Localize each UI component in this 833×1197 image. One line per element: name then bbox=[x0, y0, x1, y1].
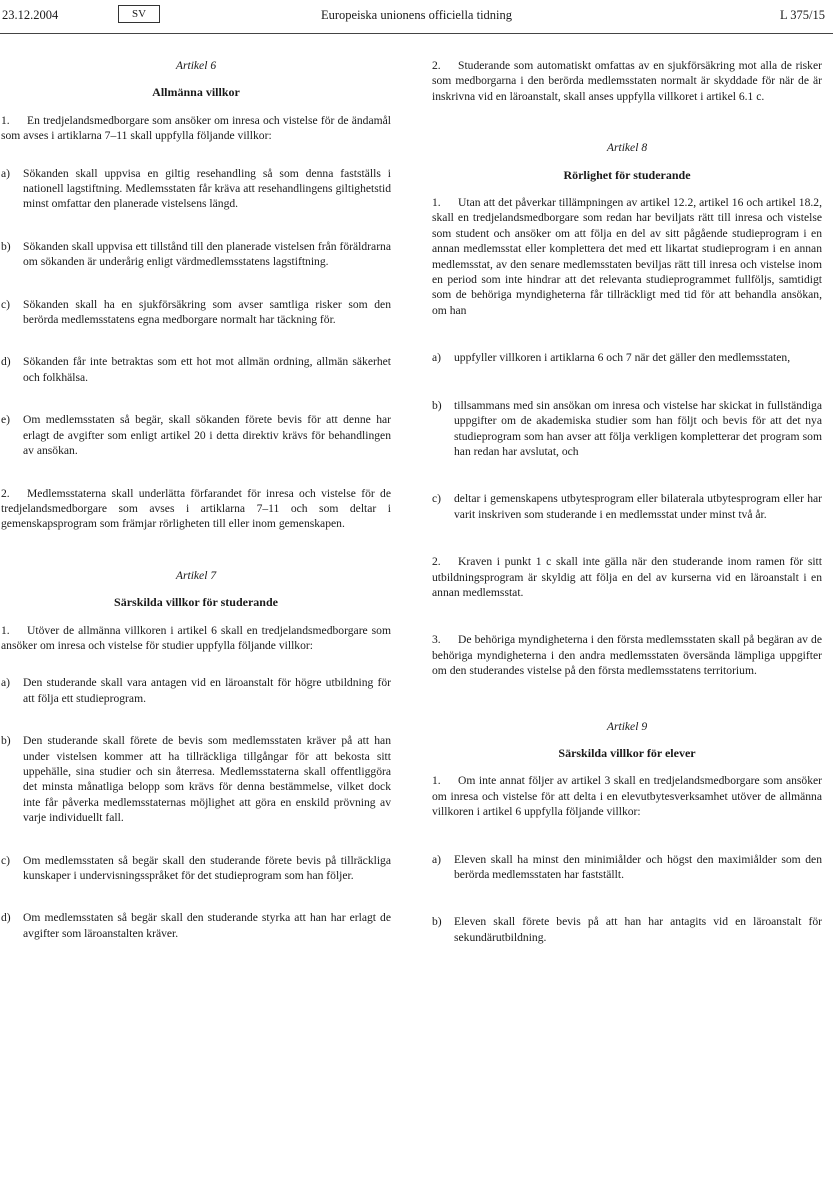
item-label: b) bbox=[432, 398, 442, 412]
paragraph-text: Om inte annat följer av artikel 3 skall en tredjelandsmedborgare som ansöker om inresa och vistelse för att delta i en elevutbytesverksamhet utöver de allmänna villkoren i artikel 6 uppfylla följande villkor: bbox=[432, 774, 822, 819]
article-6-item-e bbox=[1, 412, 391, 458]
article-7-item-a bbox=[1, 675, 391, 706]
paragraph-number: 2. bbox=[432, 59, 441, 72]
article-8-paragraph-1 bbox=[432, 195, 822, 318]
item-text: deltar i gemenskapens utbytesprogram eller bilaterala utbytesprogram eller har varit inskriven som studerande i en medlemsstat under minst två år. bbox=[454, 492, 822, 521]
header-date: 23.12.2004 bbox=[2, 8, 59, 22]
page-reference: L 375/15 bbox=[779, 8, 825, 22]
article-9-paragraph-1 bbox=[432, 773, 822, 819]
item-label: b) bbox=[432, 915, 442, 929]
article-8-item-a bbox=[432, 350, 822, 365]
item-text: Sökanden skall uppvisa en giltig resehandling så som denna fastställs i nationell lagstiftning. Medlemsstaten får kräva att resehandlingens giltighetstid minst omfattar den planerade vistelsens längd. bbox=[23, 166, 391, 211]
language-box: SV bbox=[118, 5, 160, 23]
article-7-heading: Särskilda villkor för studerande bbox=[114, 595, 278, 610]
article-7-item-c bbox=[1, 853, 391, 884]
paragraph-number: 1. bbox=[432, 196, 441, 210]
article-6-heading: Allmänna villkor bbox=[152, 85, 240, 100]
article-9-title: Artikel 9 bbox=[606, 719, 648, 733]
article-7-item-b bbox=[1, 733, 391, 825]
item-text: Om medlemsstaten så begär, skall sökanden förete bevis för att denne har erlagt de avgifter som enligt artikel 20 i detta direktiv krävs för behandlingen av ansökan. bbox=[23, 413, 391, 458]
item-label: c) bbox=[1, 853, 11, 867]
page-header bbox=[0, 0, 833, 34]
item-text: Om medlemsstaten så begär skall den studerande styrka att han har erlagt de avgifter som läroanstalten kräver. bbox=[23, 911, 391, 940]
item-text: tillsammans med sin ansökan om inresa och vistelse har skickat in fullständiga uppgifter om de akademiska studier som han följt och bevis för att det nya studieprogram som han avser att följa verkligen kompletterar det program som han redan har avslutat, och bbox=[454, 398, 822, 458]
article-9-item-a bbox=[432, 852, 822, 883]
paragraph-number: 1. bbox=[1, 623, 10, 637]
paragraph-number: 1. bbox=[432, 774, 441, 788]
article-7-title: Artikel 7 bbox=[175, 568, 217, 582]
article-7-paragraph-1 bbox=[1, 623, 391, 654]
item-label: c) bbox=[1, 297, 11, 311]
article-9-item-b bbox=[432, 914, 822, 945]
item-text: Eleven skall ha minst den minimiålder och högst den maximiålder som den berörda medlemsstaten har fastställt. bbox=[454, 852, 822, 881]
paragraph-text: Utan att det påverkar tillämpningen av artikel 12.2, artikel 16 och artikel 18.2, skall en tredjelandsmedborgare som redan har beviljats rätt till inresa och vistelse som student och ansöker om att följa en del av sitt pågående studieprogram i en annan medlemsstat eller komplettera det med ett likartat studieprogram i en annan medlemsstat, av den senare medlemsstaten beviljas rätt till inresa och vistelse inom en period som inte hindrar att det relevanta studieprogrammet fullföljs, samtidigt som de behöriga myndigheterna får tillräckligt med tid för att behandla ansökan, om han bbox=[432, 196, 822, 317]
item-label: a) bbox=[1, 166, 11, 180]
paragraph-text: Studerande som automatiskt omfattas av en sjukförsäkring mot alla de risker som medborgarna i den berörda medlemsstaten normalt är skyddade för när de är inskrivna vid en läroanstalt, skall anses uppfylla villkoret i artikel 6.1 c. bbox=[432, 59, 822, 103]
article-6-paragraph-1 bbox=[1, 113, 391, 144]
article-6-item-c bbox=[1, 297, 391, 328]
article-6-paragraph-2 bbox=[1, 486, 391, 532]
paragraph-text: De behöriga myndigheterna i den första medlemsstaten skall på begäran av de behöriga myndigheterna i den andra medlemsstaten översända lämpliga uppgifter om den studerandes vistelse på den första medlemsstatens territorium. bbox=[432, 633, 822, 678]
paragraph-number: 2. bbox=[432, 555, 441, 569]
article-9-heading: Särskilda villkor för elever bbox=[558, 745, 696, 760]
article-7-paragraph-2 bbox=[432, 58, 822, 104]
article-8-heading: Rörlighet för studerande bbox=[563, 167, 691, 182]
article-6-item-d bbox=[1, 354, 391, 385]
paragraph-text: Medlemsstaterna skall underlätta förfarandet för inresa och vistelse för de tredjelandsmedborgare som avses i artiklarna 7–11 och som deltar i gemenskapsprogram som främjar rörligheten till eller inom gemenskapen. bbox=[1, 486, 391, 531]
item-label: a) bbox=[432, 852, 442, 866]
paragraph-number: 3. bbox=[432, 633, 441, 647]
item-text: uppfyller villkoren i artiklarna 6 och 7 när det gäller den medlemsstaten, bbox=[454, 351, 791, 365]
article-8-paragraph-2 bbox=[432, 554, 822, 600]
item-text: Den studerande skall vara antagen vid en läroanstalt för högre utbildning för att följa ett studieprogram. bbox=[23, 676, 391, 705]
journal-title: Europeiska unionens officiella tidning bbox=[320, 8, 513, 22]
item-text: Den studerande skall förete de bevis som medlemsstaten kräver på att han under vistelsen kommer att ha tillräckliga tillgångar för att bekosta sitt uppehälle, sina studier och sin återresa. Medlemsstaterna skall offentliggöra det minsta månatliga belopp som krävs för denna bestämmelse, vilket dock inte får påverka medlemsstaternas möjlighet att göra en enskild prövning av varje individuellt fall. bbox=[23, 734, 391, 825]
item-text: Sökanden skall ha en sjukförsäkring som avser samtliga risker som den berörda medlemsstatens egna medborgare normalt har täckning för. bbox=[23, 297, 391, 327]
item-label: c) bbox=[432, 492, 442, 506]
left-column bbox=[1, 58, 391, 941]
article-8-item-c bbox=[432, 491, 822, 522]
item-label: e) bbox=[1, 413, 11, 427]
article-8-paragraph-3 bbox=[432, 632, 822, 678]
right-column bbox=[432, 58, 822, 945]
item-text: Sökanden får inte betraktas som ett hot mot allmän ordning, allmän säkerhet och folkhälsa. bbox=[23, 355, 391, 384]
item-label: d) bbox=[1, 355, 11, 369]
article-6-item-b bbox=[1, 239, 391, 270]
article-8-title: Artikel 8 bbox=[606, 141, 648, 155]
item-text: Om medlemsstaten så begär skall den studerande förete bevis på tillräckliga kunskaper i undervisningsspråket för det studieprogram som han följer. bbox=[23, 853, 391, 882]
paragraph-number: 2. bbox=[1, 486, 10, 500]
paragraph-text: Kraven i punkt 1 c skall inte gälla när den studerande inom ramen för sitt utbildningsprogram är skyldig att följa en del av kurserna vid en läroanstalt i en annan medlemsstat. bbox=[432, 555, 822, 599]
article-6-item-a bbox=[1, 166, 391, 212]
paragraph-text: Utöver de allmänna villkoren i artikel 6 skall en tredjelandsmedborgare som ansöker om inresa och vistelse för studier uppfylla följande villkor: bbox=[1, 623, 391, 652]
article-7-item-d bbox=[1, 910, 391, 941]
paragraph-number: 1. bbox=[1, 113, 10, 127]
article-8-item-b bbox=[432, 398, 822, 460]
item-label: a) bbox=[432, 351, 442, 365]
item-label: b) bbox=[1, 239, 11, 253]
item-label: d) bbox=[1, 911, 11, 925]
item-text: Sökanden skall uppvisa ett tillstånd till den planerade vistelsen från föräldrarna om sökanden är underårig enligt värdmedlemsstatens lagstiftning. bbox=[23, 239, 391, 269]
item-label: b) bbox=[1, 734, 11, 748]
paragraph-text: En tredjelandsmedborgare som ansöker om inresa och vistelse för de ändamål som avses i artiklarna 7–11 skall uppfylla följande villkor: bbox=[1, 113, 391, 143]
item-label: a) bbox=[1, 676, 11, 690]
article-6-title: Artikel 6 bbox=[175, 59, 217, 72]
item-text: Eleven skall förete bevis på att han har antagits vid en läroanstalt för sekundärutbildning. bbox=[454, 915, 822, 944]
